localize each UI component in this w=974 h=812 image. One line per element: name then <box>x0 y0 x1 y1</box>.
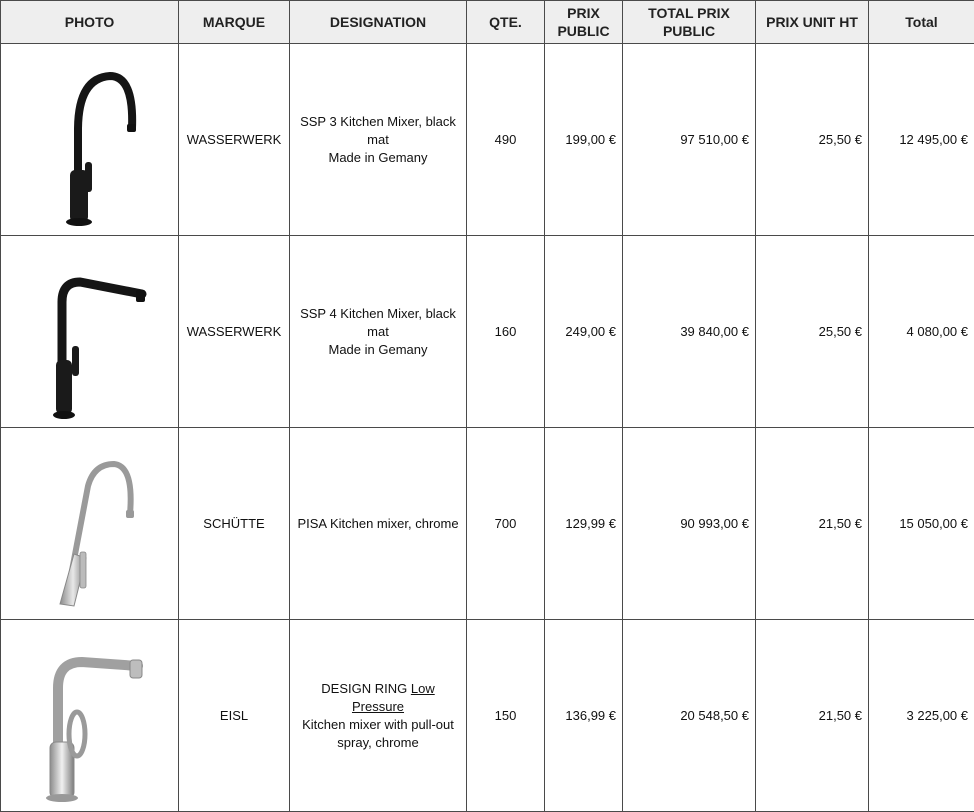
header-total-prix-public-line1: TOTAL PRIX <box>648 5 730 21</box>
total-prix-public-cell: 20 548,50 € <box>623 620 756 812</box>
designation-line <box>296 680 460 716</box>
header-total-prix-public-line2: PUBLIC <box>662 23 716 39</box>
header-marque: MARQUE <box>179 1 290 44</box>
chrome-gooseneck-kitchen-faucet-icon <box>30 434 150 614</box>
designation-line: Made in Gemany <box>328 341 428 357</box>
designation-line: mat <box>367 131 389 147</box>
qte-cell: 700 <box>467 428 545 620</box>
prix-public-cell: 136,99 € <box>545 620 623 812</box>
header-qte: QTE. <box>467 1 545 44</box>
chrome-pullout-kitchen-faucet-icon <box>30 626 150 806</box>
designation-text: DESIGN RING <box>321 680 411 696</box>
total-cell: 15 050,00 € <box>869 428 974 620</box>
prix-unit-ht-cell: 25,50 € <box>756 236 869 428</box>
designation-cell <box>290 620 467 812</box>
total-prix-public-cell: 39 840,00 € <box>623 236 756 428</box>
prix-public-cell: 199,00 € <box>545 44 623 236</box>
header-row <box>1 1 974 44</box>
marque-cell: WASSERWERK <box>179 44 290 236</box>
header-prix-public-line1: PRIX <box>567 5 600 21</box>
prix-unit-ht-cell: 25,50 € <box>756 44 869 236</box>
total-prix-public-cell: 90 993,00 € <box>623 428 756 620</box>
designation-underlined-text: Low Pressure <box>351 680 435 714</box>
designation-line: SSP 4 Kitchen Mixer, black <box>300 305 456 321</box>
marque-cell: EISL <box>179 620 290 812</box>
header-prix-public <box>545 1 623 44</box>
qte-cell: 490 <box>467 44 545 236</box>
header-designation: DESIGNATION <box>290 1 467 44</box>
prix-unit-ht-cell: 21,50 € <box>756 428 869 620</box>
product-photo-cell <box>1 44 179 236</box>
designation-line: mat <box>367 323 389 339</box>
header-total-prix-public <box>623 1 756 44</box>
prix-public-cell: 249,00 € <box>545 236 623 428</box>
prix-public-cell: 129,99 € <box>545 428 623 620</box>
black-gooseneck-kitchen-faucet-icon <box>30 50 150 230</box>
marque-cell: SCHÜTTE <box>179 428 290 620</box>
designation-line: Made in Gemany <box>328 149 428 165</box>
product-photo-cell <box>1 620 179 812</box>
product-photo-cell <box>1 428 179 620</box>
prix-unit-ht-cell: 21,50 € <box>756 620 869 812</box>
total-cell: 3 225,00 € <box>869 620 974 812</box>
black-angled-kitchen-faucet-icon <box>30 242 150 422</box>
marque-cell: WASSERWERK <box>179 236 290 428</box>
designation-line: Kitchen mixer with pull-out <box>302 716 454 732</box>
designation-line: SSP 3 Kitchen Mixer, black <box>300 113 456 129</box>
table-row <box>1 236 974 428</box>
total-prix-public-cell: 97 510,00 € <box>623 44 756 236</box>
designation-cell <box>290 44 467 236</box>
header-prix-public-line2: PUBLIC <box>557 23 610 39</box>
qte-cell: 160 <box>467 236 545 428</box>
header-total: Total <box>869 1 974 44</box>
designation-line: PISA Kitchen mixer, chrome <box>297 515 459 531</box>
designation-cell <box>290 428 467 620</box>
qte-cell: 150 <box>467 620 545 812</box>
table-row <box>1 44 974 236</box>
header-photo: PHOTO <box>1 1 179 44</box>
product-photo-cell <box>1 236 179 428</box>
table-row <box>1 428 974 620</box>
header-prix-unit-ht: PRIX UNIT HT <box>756 1 869 44</box>
total-cell: 12 495,00 € <box>869 44 974 236</box>
total-cell: 4 080,00 € <box>869 236 974 428</box>
designation-line: spray, chrome <box>337 734 419 750</box>
designation-cell <box>290 236 467 428</box>
table-row <box>1 620 974 812</box>
